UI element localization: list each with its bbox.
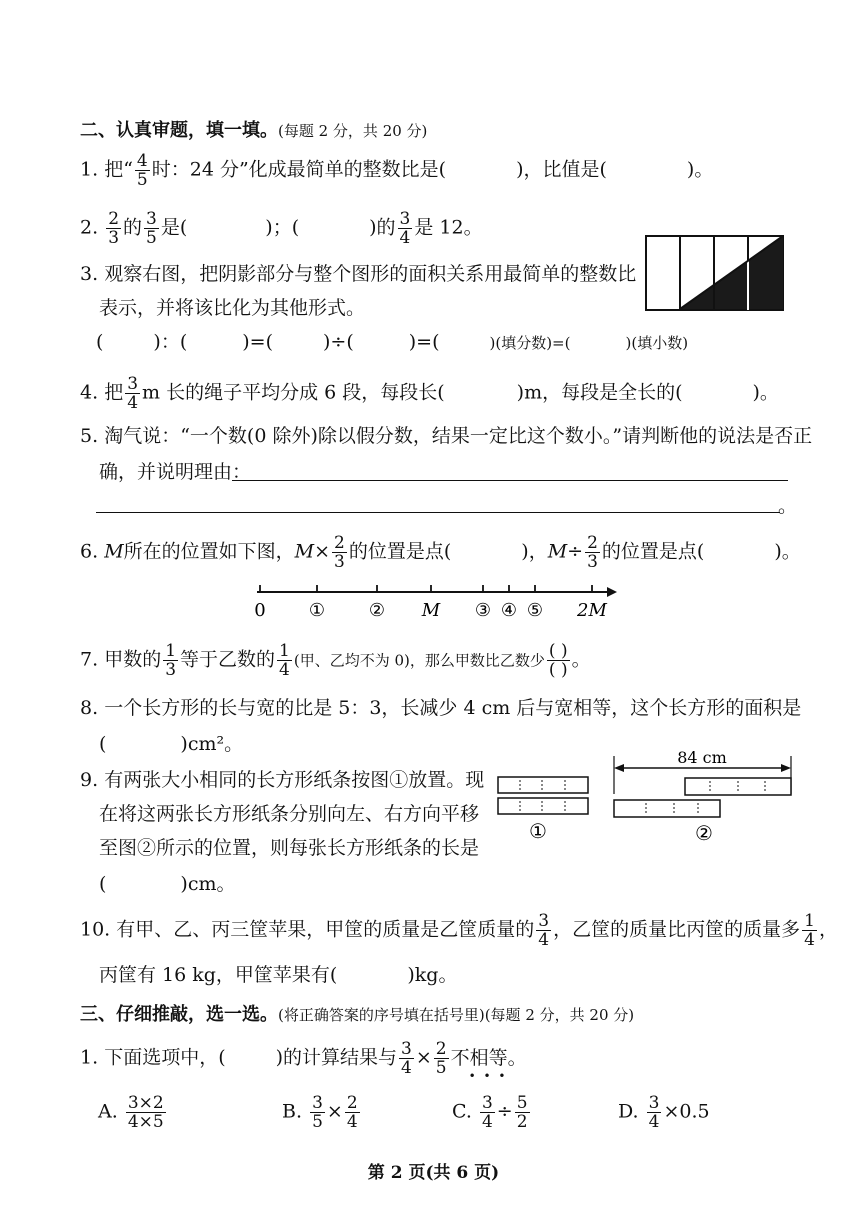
question-text: 丙筐有 16 kg，甲筐苹果有( xyxy=(99,964,338,986)
arrow-head xyxy=(607,587,617,597)
question-2-9-line-2: 在将这两张长方形纸条分别向左、右方向平移 xyxy=(99,803,480,825)
fraction: $\frac{1}{4}$ xyxy=(279,641,290,680)
number-line xyxy=(245,578,625,623)
question-2-9-line-3: 至图②所示的位置，则每张长方形纸条的长是 xyxy=(99,837,480,859)
fraction: $\frac{4}{5}$ xyxy=(136,151,148,190)
question-text: 不相等。 xyxy=(450,1046,527,1069)
emphasis-dots: • • • xyxy=(468,1068,508,1083)
paren: )(填小数) xyxy=(625,334,689,352)
question-2-9-line-1 xyxy=(80,768,484,792)
question-text: 的位置是点( xyxy=(348,540,452,563)
section-2-title: 二、认真审题，填一填。 xyxy=(80,120,278,141)
figure-2-label: ② xyxy=(695,821,713,845)
expression: ×0.5 xyxy=(663,1100,710,1123)
question-2-3-answer-row xyxy=(96,330,688,355)
fraction: $\frac{1}{3}$ xyxy=(165,641,177,680)
paren: )(填分数)=( xyxy=(489,334,571,352)
fraction: $\frac{3}{5}$ xyxy=(312,1093,323,1132)
section-3-header xyxy=(80,1000,634,1026)
fraction: $\frac{3}{4}$ xyxy=(401,1039,412,1078)
fraction: $\frac{3}{4}$ xyxy=(648,1093,660,1132)
question-text: 等于乙数的 xyxy=(180,648,276,671)
number-line-label: ④ xyxy=(500,600,518,621)
number-line-label: ① xyxy=(308,600,326,621)
question-2-10-line-2 xyxy=(99,963,457,987)
question-text: 下面选项中，( xyxy=(104,1046,226,1069)
option-d[interactable] xyxy=(618,1094,710,1131)
question-text: 一个长方形的长与宽的比是 5：3，长减少 4 cm 后与宽相等，这个长方形的面积是 xyxy=(104,697,802,719)
number-line-label: ② xyxy=(368,600,386,621)
question-text: )。 xyxy=(686,158,714,181)
figure-1-label: ① xyxy=(529,819,547,843)
question-text: )，比值是( xyxy=(516,158,607,181)
fraction: $\frac{2}{5}$ xyxy=(435,1039,447,1078)
paper-strips-figure xyxy=(490,748,800,848)
question-2-5-line-1 xyxy=(80,424,812,448)
number-line-label: ⑤ xyxy=(526,600,544,621)
question-text: ，乙筐的质量比丙筐的质量多 xyxy=(553,918,801,941)
question-text: m 长的绳子平均分成 6 段，每段长( xyxy=(142,381,445,404)
question-text: )的 xyxy=(369,216,396,239)
shaded-rectangle-figure xyxy=(645,235,785,312)
operator: ÷ xyxy=(496,1100,513,1123)
option-a[interactable] xyxy=(98,1094,168,1131)
question-text: 有甲、乙、丙三筐苹果，甲筐的质量是乙筐质量的 xyxy=(116,918,535,941)
paren: ( xyxy=(99,733,107,755)
question-number: 1. xyxy=(80,1046,99,1069)
emphasized-text xyxy=(450,1046,527,1083)
question-text: 的位置是点( xyxy=(601,540,705,563)
operator: × xyxy=(326,1100,343,1123)
fraction: $\frac{3}{4}$ xyxy=(127,374,139,413)
question-text: 淘气说：“一个数(0 除外)除以假分数，结果一定比这个数小。”请判断他的说法是否正 xyxy=(104,425,813,447)
number-line-label: 2M xyxy=(577,600,607,621)
section-3-score-note: (将正确答案的序号填在括号里)(每题 2 分，共 20 分) xyxy=(278,1006,635,1024)
question-text: 把 xyxy=(104,381,124,404)
question-number: 6. xyxy=(80,540,99,563)
question-text: )。 xyxy=(752,381,779,404)
paren: ( xyxy=(99,873,107,895)
fraction: $\frac{2}{3}$ xyxy=(108,209,120,248)
question-2-9-line-4 xyxy=(99,872,236,896)
paren: )÷( xyxy=(323,331,354,353)
page-footer: 第 2 页(共 6 页) xyxy=(367,1163,500,1183)
variable-m: M xyxy=(104,540,124,563)
option-c[interactable] xyxy=(452,1094,532,1131)
fraction: $\frac{2}{3}$ xyxy=(334,533,345,572)
question-text: 甲数的 xyxy=(104,648,162,671)
question-text: )， xyxy=(521,540,548,563)
number-line-label: 0 xyxy=(254,600,266,621)
question-text: (甲、乙均不为 0)，那么甲数比乙数少 xyxy=(293,651,545,670)
number-line-label: ③ xyxy=(474,600,492,621)
question-text: )m，每段是全长的( xyxy=(516,381,683,404)
question-text: 有两张大小相同的长方形纸条按图①放置。现 xyxy=(104,769,485,791)
question-text: 时：24 分”化成最简单的整数比是( xyxy=(151,158,447,181)
section-2-header xyxy=(80,116,427,142)
number-line-label: M xyxy=(421,600,441,621)
section-3-title: 三、仔细推敲，选一选。 xyxy=(80,1004,278,1025)
answer-line[interactable] xyxy=(232,480,788,481)
question-number: 8. xyxy=(80,697,99,719)
question-text: 是( xyxy=(160,216,188,239)
option-label: B. xyxy=(282,1100,303,1123)
fraction: $\frac{1}{4}$ xyxy=(804,911,815,950)
question-text: 观察右图，把阴影部分与整个图形的面积关系用最简单的整数比 xyxy=(104,263,637,285)
unit: )kg。 xyxy=(407,964,458,986)
question-2-8-line-2 xyxy=(99,732,243,756)
question-number: 1. xyxy=(80,158,99,181)
figure-1-strips xyxy=(498,777,588,814)
question-2-8-line-1 xyxy=(80,696,801,720)
option-label: D. xyxy=(618,1100,639,1123)
question-text: )的计算结果与 xyxy=(275,1046,398,1069)
period: 。 xyxy=(778,495,798,517)
fraction: $\frac{2}{3}$ xyxy=(587,533,598,572)
question-2-7 xyxy=(80,642,591,679)
paren: )=( xyxy=(242,331,273,353)
fraction: $\frac{5}{2}$ xyxy=(516,1093,528,1132)
question-2-4 xyxy=(80,375,779,412)
question-number: 4. xyxy=(80,381,99,404)
paren: ( xyxy=(96,331,104,353)
operator: × xyxy=(415,1046,432,1069)
expression: M÷ xyxy=(547,540,584,563)
paren: )：( xyxy=(153,331,188,353)
question-number: 2. xyxy=(80,216,99,239)
question-number: 7. xyxy=(80,648,99,671)
paren: )=( xyxy=(408,331,440,353)
answer-line[interactable] xyxy=(96,512,780,513)
option-label: A. xyxy=(98,1100,118,1123)
question-2-3-line-2: 表示，并将该比化为其他形式。 xyxy=(99,297,366,319)
question-number: 3. xyxy=(80,263,99,285)
question-text: 。 xyxy=(571,648,591,671)
answer-fraction-blank[interactable]: $\frac{( )}{( )}$ xyxy=(548,641,568,680)
fraction: $\frac{3\times 2}{4\times 5}$ xyxy=(127,1093,164,1132)
question-2-1 xyxy=(80,152,713,189)
question-2-10-line-1 xyxy=(80,912,838,949)
expression: M× xyxy=(294,540,331,563)
unit: )cm。 xyxy=(180,873,236,895)
question-text: 是 12。 xyxy=(414,216,483,239)
question-text: )；( xyxy=(265,216,300,239)
question-text: 把“ xyxy=(104,158,133,181)
fraction: $\frac{3}{4}$ xyxy=(399,209,411,248)
question-number: 9. xyxy=(80,769,99,791)
fraction: $\frac{2}{4}$ xyxy=(346,1093,358,1132)
unit: )cm²。 xyxy=(180,733,244,755)
section-2-score-note: (每题 2 分，共 20 分) xyxy=(278,122,428,140)
fraction: $\frac{3}{4}$ xyxy=(481,1093,493,1132)
question-text: )。 xyxy=(774,540,801,563)
question-text: 所在的位置如下图， xyxy=(123,540,295,563)
fraction: $\frac{3}{5}$ xyxy=(146,209,157,248)
question-2-3-line-1 xyxy=(80,262,636,286)
dimension-label: 84 cm xyxy=(677,748,727,767)
option-label: C. xyxy=(452,1100,472,1123)
question-2-2 xyxy=(80,210,483,247)
question-2-5-line-2: 确，并说明理由： xyxy=(99,461,252,483)
question-2-6 xyxy=(80,534,801,571)
question-text: 的 xyxy=(123,216,143,239)
question-text: ， xyxy=(818,918,838,941)
question-number: 5. xyxy=(80,425,99,447)
question-3-1 xyxy=(80,1039,527,1083)
question-number: 10. xyxy=(80,918,111,941)
option-b[interactable] xyxy=(282,1094,362,1131)
fraction: $\frac{3}{4}$ xyxy=(538,911,550,950)
